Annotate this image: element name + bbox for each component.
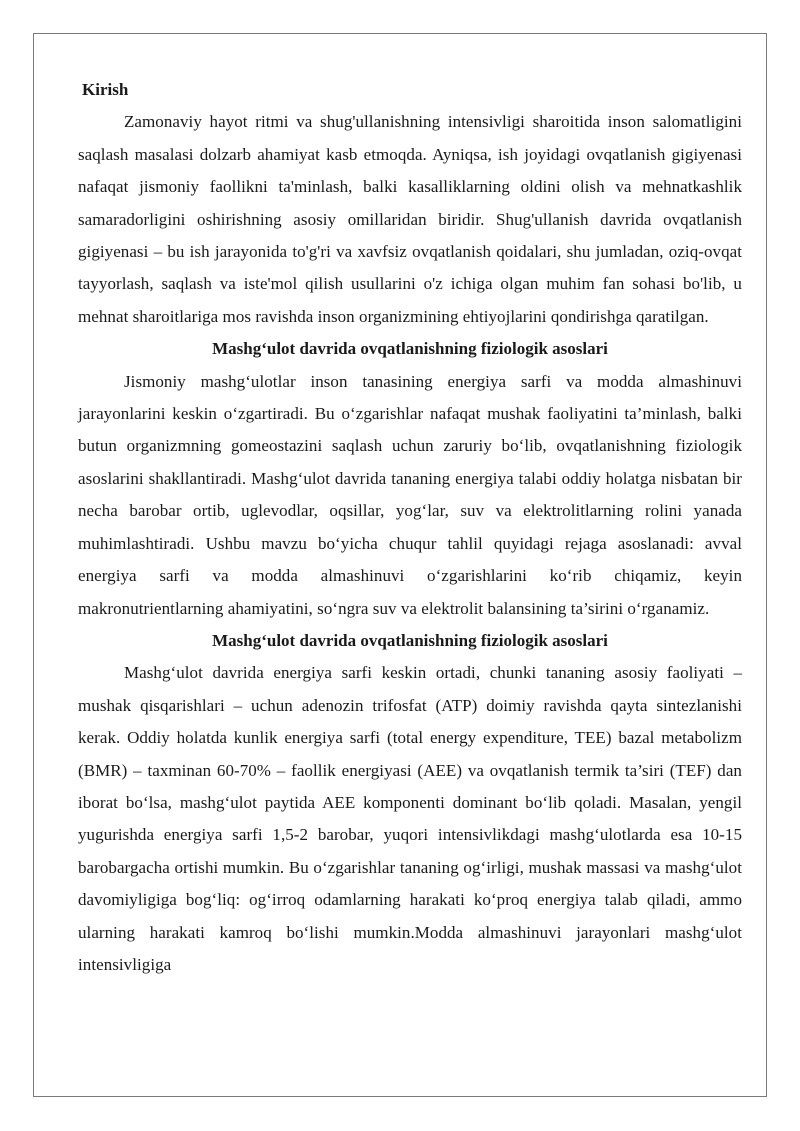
intro-paragraph: Zamonaviy hayot ritmi va shug'ullanishning intensivligi sharoitida inson salomatligini saqlash masalasi dolzarb ahamiyat kasb etmoqda. Ayniqsa, ish joyidagi ovqatlanish gigiyenasi nafaqat jismoniy faollikni ta'minlash, balki kasalliklarning oldini olish va mehnatkashlik samaradorligini oshirishning asosiy omillaridan biridir. Shug'ullanish davrida ovqatlanish gigiyenasi – bu ish jarayonida to'g'ri va xavfsiz ovqatlanish qoidalari, shu jumladan, oziq-ovqat tayyorlash, saqlash va iste'mol qilish usullarini o'z ichiga olgan muhim fan sohasi bo'lib, u mehnat sharoitlariga mos ravishda inson organizmining ehtiyojlarini qondirishga qaratilgan. xyxy=(78,112,742,326)
section-heading-2: Mashg‘ulot davrida ovqatlanishning fiziologik asoslari xyxy=(212,630,608,650)
intro-heading: Kirish xyxy=(82,80,129,99)
section-paragraph-2: Mashg‘ulot davrida energiya sarfi keskin ortadi, chunki tananing asosiy faoliyati – mushak qisqarishlari – uchun adenozin trifosfat (ATP) doimiy ravishda qayta sintezlanishi kerak. Oddiy holatda kunlik energiya sarfi (total energy expenditure, TEE) bazal metabolizm (BMR) – taxminan 60-70% – faollik energiyasi (AEE) va ovqatlanish termik ta’siri (TEF) dan iborat bo‘lsa, mashg‘ulot paytida AEE komponenti dominant bo‘lib qoladi. Masalan, yengil yugurishda energiya sarfi 1,5-2 barobar, yuqori intensivlikdagi mashg‘ulotlarda esa 10-15 barobargacha ortishi mumkin. Bu o‘zgarishlar tananing og‘irligi, mushak massasi va mashg‘ulot davomiyligiga bog‘liq: og‘irroq odamlarning harakati ko‘proq energiya talab qiladi, ammo ularning harakati kamroq bo‘lishi mumkin.Modda almashinuvi jarayonlari mashg‘ulot intensivligiga xyxy=(78,663,742,974)
section-heading-1: Mashg‘ulot davrida ovqatlanishning fiziologik asoslari xyxy=(212,339,608,359)
section-paragraph-1: Jismoniy mashg‘ulotlar inson tanasining energiya sarfi va modda almashinuvi jarayonlarini keskin o‘zgartiradi. Bu o‘zgarishlar nafaqat mushak faoliyatini ta’minlash, balki butun organizmning gomeostazini saqlash uchun zaruriy bo‘lib, ovqatlanishning fiziologik asoslarini shakllantiradi. Mashg‘ulot davrida tananing energiya talabi oddiy holatga nisbatan bir necha barobar ortib, uglevodlar, oqsillar, yog‘lar, suv va elektrolitlarning rolini yanada muhimlashtiradi. Ushbu mavzu bo‘yicha chuqur tahlil quyidagi rejaga asoslanadi: avval energiya sarfi va modda almashinuvi o‘zgarishlarini ko‘rib chiqamiz, keyin makronutrientlarning ahamiyatini, so‘ngra suv va elektrolit balansining ta’sirini o‘rganamiz. xyxy=(78,371,742,618)
document-body xyxy=(78,74,742,981)
